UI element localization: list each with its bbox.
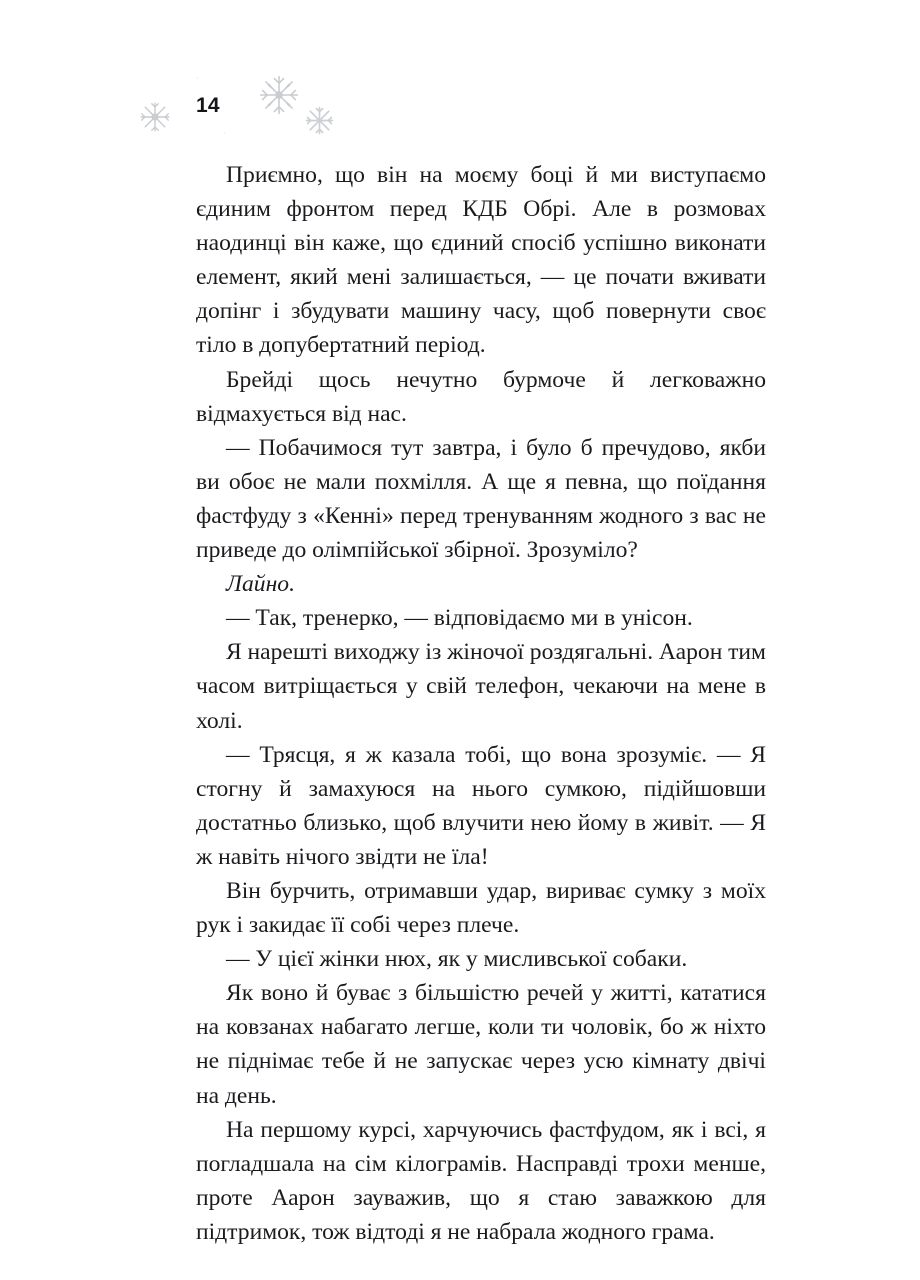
- snowflake-icon: [303, 104, 336, 137]
- paragraph: Він бурчить, отримавши удар, вириває сумку з моїх рук і закидає її собі через плече.: [196, 877, 766, 939]
- page-number: 14: [196, 94, 220, 117]
- paragraph: — Побачимося тут завтра, і було б пречудово, якби ви обоє не мали похмілля. А ще я певна, що поїдання фастфуду з «Кенні» перед тренуванням жодного з вас не приведе до олімпійської збірної. Зрозуміло?: [196, 434, 766, 564]
- paragraph: Як воно й буває з більшістю речей у житті, кататися на ковзанах набагато легше, коли ти чоловік, бо ж ніхто не піднімає тебе й не запускає через усю кімнату двічі на день.: [196, 980, 766, 1109]
- paragraph: На першому курсі, харчуючись фастфудом, як і всі, я погладшала на сім кілограмів. Насправді трохи менше, проте Аарон зауважив, що я стаю заважкою для підтримок, тож відтоді я не набрала жодного грама.: [196, 1116, 766, 1245]
- snowflake-icon: [258, 74, 300, 116]
- paragraph: Лайно.: [226, 571, 295, 598]
- body-text: [196, 158, 766, 1249]
- paragraph: — У цієї жінки нюх, як у мисливської собаки.: [226, 946, 688, 973]
- paragraph: — Так, тренерко, — відповідаємо ми в унісон.: [226, 605, 693, 632]
- paragraph: Я нарешті виходжу із жіночої роздягальні. Аарон тим часом витріщається у свій телефон, чекаючи на мене в холі.: [196, 639, 766, 734]
- paragraph: Брейді щось нечутно бурмоче й легковажно відмахується від нас.: [196, 366, 766, 427]
- paragraph: Приємно, що він на моєму боці й ми виступаємо єдиним фронтом перед КДБ Обрі. Але в розмовах наодинці він каже, що єдиний спосіб успішно виконати елемент, який мені залишається, — це почати вживати допінг і збудувати машину часу, щоб повернути своє тіло в допубертатний період.: [196, 162, 766, 359]
- snowflake-dot-icon: ·: [196, 73, 199, 83]
- page-header: [0, 0, 920, 160]
- snowflake-icon: [138, 100, 172, 134]
- paragraph: — Трясця, я ж казала тобі, що вона зрозуміє. — Я стогну й замахуюся на нього сумкою, підійшовши достатньо близько, щоб влучити нею йому в живіт. — Я ж навіть нічого звідти не їла!: [196, 741, 766, 870]
- snowflake-dot-icon: ·: [223, 128, 226, 138]
